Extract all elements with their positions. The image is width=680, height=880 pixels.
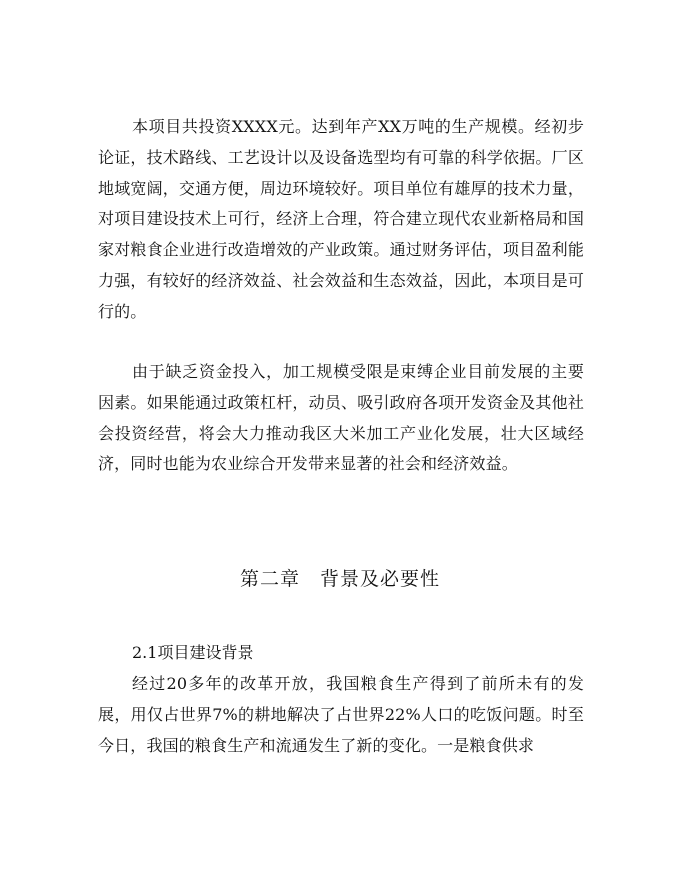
body-paragraph-background: 经过20多年的改革开放，我国粮食生产得到了前所未有的发展，用仅占世界7%的耕地解决了占世界22%人口的吃饭问题。时至今日，我国的粮食生产和流通发生了新的变化。一是粮食供求 [98, 674, 584, 755]
section-heading: 2.1项目建设背景 [132, 643, 254, 662]
body-paragraph-investment-summary: 本项目共投资XXXX元。达到年产XX万吨的生产规模。经初步论证，技术路线、工艺设计以及设备选型均有可靠的科学依据。厂区地域宽阔，交通方便，周边环境较好。项目单位有雄厚的技术力量，对项目建设技术上可行，经济上合理，符合建立现代农业新格局和国家对粮食企业进行改造增效的产业政策。通过财务评估，项目盈利能力强，有较好的经济效益、社会效益和生态效益，因此，本项目是可行的。 [98, 117, 584, 321]
body-paragraph-funding-constraints: 由于缺乏资金投入，加工规模受限是束缚企业目前发展的主要因素。如果能通过政策杠杆，动员、吸引政府各项开发资金及其他社会投资经营，将会大力推动我区大米加工产业化发展，壮大区域经济，同时也能为农业综合开发带来显著的社会和经济效益。 [98, 362, 584, 474]
chapter-title: 第二章 背景及必要性 [239, 568, 440, 590]
